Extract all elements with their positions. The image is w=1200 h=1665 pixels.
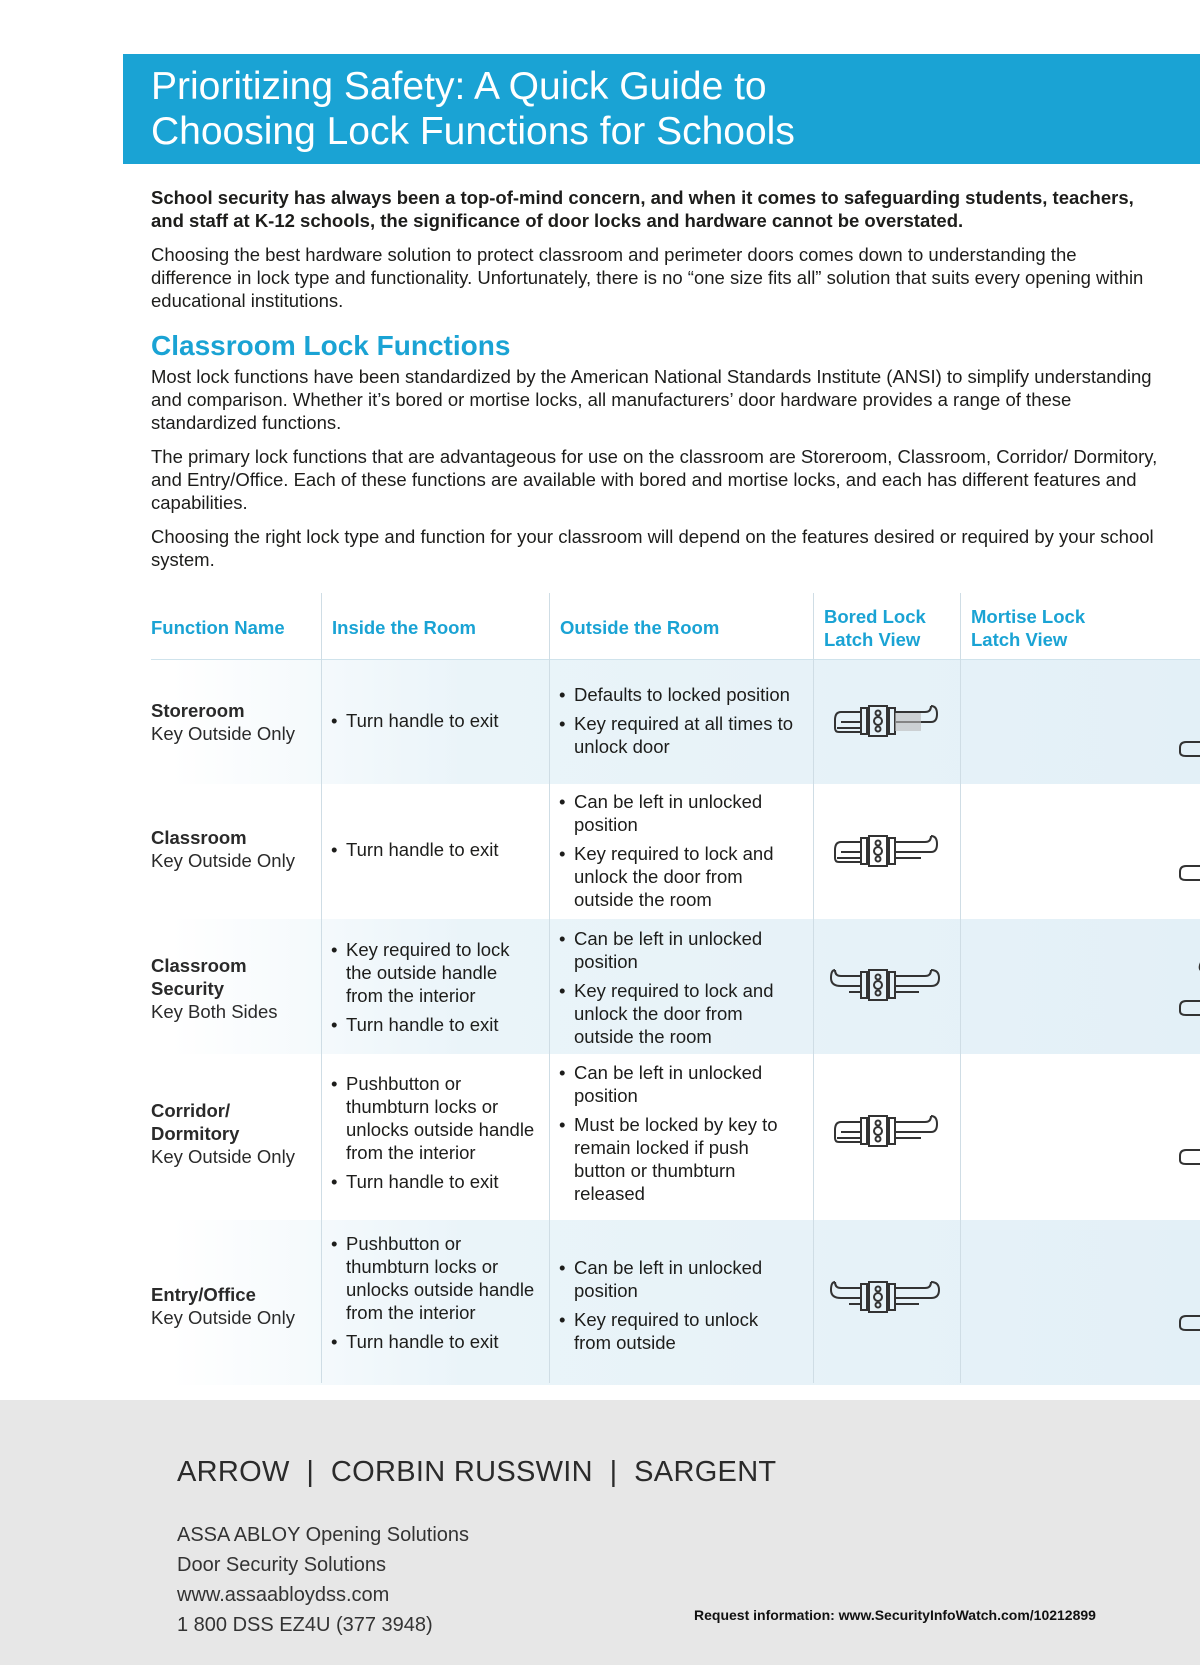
request-info-link[interactable]: Request information: www.SecurityInfoWatch.com/10212899 [694, 1607, 1096, 1623]
header-function-name: Function Name [151, 617, 285, 638]
outside-item: • Key required to unlock from outside [559, 1308, 799, 1354]
mortise-lock-latch-icon [1176, 1084, 1200, 1188]
function-key-type: Key Outside Only [151, 1146, 295, 1167]
outside-item: • Key required to lock and unlock the door from outside the room [559, 842, 799, 911]
bored-lock-latch-icon [831, 698, 943, 744]
function-cell [151, 1283, 295, 1329]
function-name: Classroom [151, 827, 247, 848]
outside-item: • Can be left in unlocked position [559, 927, 799, 973]
outside-list [559, 790, 799, 917]
company-name: ASSA ABLOY Opening Solutions [177, 1524, 470, 1546]
outside-item: • Key required at all times to unlock door [559, 712, 799, 758]
table-row [151, 784, 1200, 919]
bored-lock-latch-icon [827, 962, 943, 1008]
phone-number: 1 800 DSS EZ4U (377 3948) [177, 1614, 433, 1636]
column-divider [549, 593, 550, 1383]
bored-lock-latch-icon [827, 1274, 943, 1320]
table-row [151, 660, 1200, 784]
outside-list [559, 683, 799, 764]
section-body [151, 365, 1161, 571]
mortise-lock-latch-icon [1176, 800, 1200, 904]
inside-item: • Turn handle to exit [331, 1330, 536, 1353]
division-name: Door Security Solutions [177, 1554, 386, 1576]
inside-list [331, 1072, 536, 1199]
column-divider [813, 593, 814, 1383]
function-name: Corridor/ Dormitory [151, 1100, 240, 1144]
section-paragraph-2: The primary lock functions that are advantageous for use on the classroom are Storeroom, Classroom, Corridor/ Dormitory, and Entry/Office. Each of these functions are available with bored and mortise locks, and each has different features and capabilities. [151, 446, 1158, 513]
inside-list [331, 1232, 536, 1359]
page-title-line-1: Prioritizing Safety: A Quick Guide to [151, 65, 767, 108]
outside-item: • Can be left in unlocked position [559, 790, 799, 836]
section-paragraph-3: Choosing the right lock type and function for your classroom will depend on the features desired or required by your school system. [151, 526, 1154, 570]
footer [0, 1400, 1200, 1665]
inside-list [331, 838, 536, 867]
function-name: Entry/Office [151, 1284, 256, 1305]
inside-item: • Pushbutton or thumbturn locks or unlocks outside handle from the interior [331, 1232, 536, 1324]
header-mortise-line-1: Mortise Lock [971, 606, 1086, 627]
outside-item: • Can be left in unlocked position [559, 1061, 799, 1107]
inside-item: • Key required to lock the outside handle from the interior [331, 938, 536, 1007]
mortise-lock-latch-icon [1176, 1250, 1200, 1354]
outside-item: • Must be locked by key to remain locked if push button or thumbturn released [559, 1113, 799, 1205]
outside-list [559, 927, 799, 1054]
bored-lock-latch-icon [831, 1108, 943, 1154]
header-inside: Inside the Room [332, 617, 476, 638]
mortise-lock-latch-icon [1176, 672, 1200, 776]
outside-list [559, 1256, 799, 1360]
website-link[interactable]: www.assaabloydss.com [177, 1584, 390, 1606]
outside-item: • Can be left in unlocked position [559, 1256, 799, 1302]
table-row [151, 1054, 1200, 1220]
inside-list [331, 938, 536, 1042]
function-key-type: Key Outside Only [151, 723, 295, 744]
inside-item: • Pushbutton or thumbturn locks or unlocks outside handle from the interior [331, 1072, 536, 1164]
table-row [151, 919, 1200, 1054]
outside-item: • Key required to lock and unlock the door from outside the room [559, 979, 799, 1048]
function-name: Classroom Security [151, 955, 247, 999]
mortise-lock-latch-icon [1176, 935, 1200, 1039]
intro-paragraph: Choosing the best hardware solution to protect classroom and perimeter doors comes down to understanding the difference in lock type and functionality. Unfortunately, there is no “one size fits all” solution that suits every opening within educational institutions. [151, 244, 1144, 311]
function-key-type: Key Outside Only [151, 1307, 295, 1328]
page-title-line-2: Choosing Lock Functions for Schools [151, 110, 795, 153]
inside-item: • Turn handle to exit [331, 1013, 536, 1036]
section-heading: Classroom Lock Functions [151, 330, 511, 361]
function-key-type: Key Both Sides [151, 1001, 278, 1022]
header-outside: Outside the Room [560, 617, 720, 638]
function-cell [151, 1099, 295, 1168]
title-banner [123, 54, 1200, 164]
function-key-type: Key Outside Only [151, 850, 295, 871]
function-name: Storeroom [151, 700, 245, 721]
function-cell [151, 826, 295, 872]
outside-list [559, 1061, 799, 1211]
inside-item: • Turn handle to exit [331, 1170, 536, 1193]
function-cell [151, 699, 295, 745]
table-header [151, 593, 1200, 660]
inside-item: • Turn handle to exit [331, 709, 536, 732]
inside-item: • Turn handle to exit [331, 838, 536, 861]
outside-item: • Defaults to locked position [559, 683, 799, 706]
bored-lock-latch-icon [831, 828, 943, 874]
lock-function-table [151, 593, 1200, 1385]
function-cell [151, 954, 281, 1023]
brand-names: ARROW | CORBIN RUSSWIN | SARGENT [177, 1456, 777, 1488]
section-paragraph-1: Most lock functions have been standardized by the American National Standards Institute (ANSI) to simplify understanding and comparison. Whether it’s bored or mortise locks, all manufacturers’ door hardware provides a range of these standardized functions. [151, 366, 1152, 433]
inside-list [331, 709, 536, 738]
header-bored-line-2: Latch View [824, 629, 921, 650]
table-row [151, 1220, 1200, 1385]
intro-block [151, 186, 1161, 312]
intro-lead: School security has always been a top-of-mind concern, and when it comes to safeguarding students, teachers, and staff at K-12 schools, the significance of door locks and hardware cannot be overstated. [151, 187, 1134, 231]
column-divider [960, 593, 961, 1383]
header-bored [824, 605, 926, 651]
header-mortise [971, 605, 1085, 651]
header-mortise-line-2: Latch View [971, 629, 1068, 650]
header-bored-line-1: Bored Lock [824, 606, 926, 627]
column-divider [321, 593, 322, 1383]
